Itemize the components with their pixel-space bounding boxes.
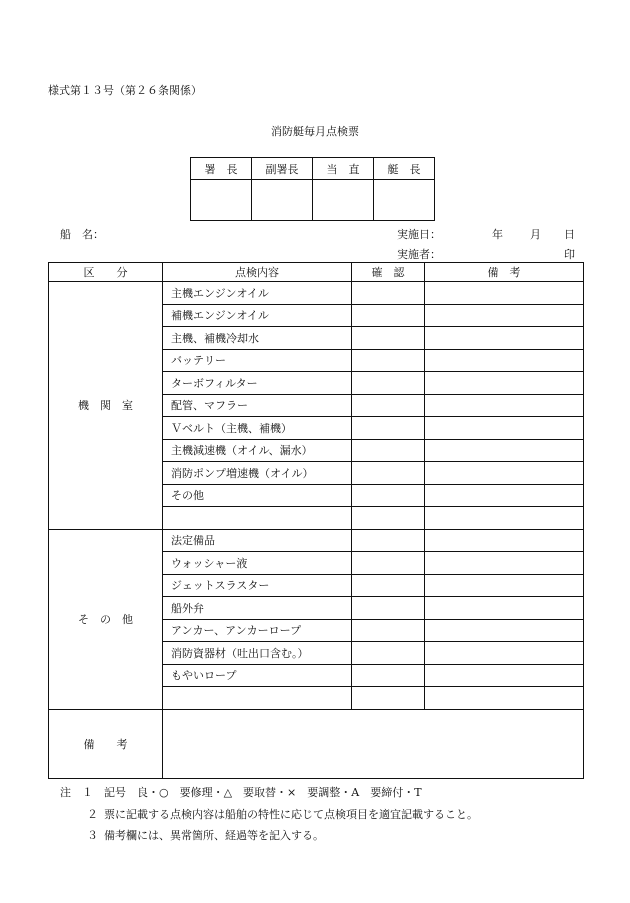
- implementer-label: 実施者：: [397, 248, 441, 261]
- note-text: 備考欄には、異常箇所、経過等を記入する。: [104, 829, 324, 842]
- approval-header-deputy: 副署長: [252, 158, 313, 180]
- header-content: 点検内容: [163, 263, 352, 282]
- note-line: [60, 784, 422, 800]
- date-month: 月: [530, 228, 541, 241]
- inspection-item: 船外弁: [163, 597, 352, 620]
- inspection-item: 主機エンジンオイル: [163, 282, 352, 305]
- date-year: 年: [492, 228, 503, 241]
- approval-stamp-chief[interactable]: [191, 180, 252, 221]
- approval-header-chief: 署 長: [191, 158, 252, 180]
- note-line: [60, 827, 324, 843]
- check-cell[interactable]: [352, 619, 425, 642]
- check-cell[interactable]: [352, 439, 425, 462]
- check-cell[interactable]: [352, 372, 425, 395]
- remarks-cell[interactable]: [425, 304, 584, 327]
- check-cell[interactable]: [352, 349, 425, 372]
- note-text: 票に記載する点検内容は船舶の特性に応じて点検項目を適宜記載すること。: [104, 808, 478, 821]
- remarks-cell[interactable]: [425, 687, 584, 710]
- check-cell[interactable]: [352, 664, 425, 687]
- table-row: [49, 529, 584, 552]
- remarks-cell[interactable]: [425, 574, 584, 597]
- inspection-item: ターボフィルター: [163, 372, 352, 395]
- note-marker: ３: [87, 829, 98, 842]
- remarks-field[interactable]: [163, 709, 584, 778]
- remarks-cell[interactable]: [425, 642, 584, 665]
- check-cell[interactable]: [352, 484, 425, 507]
- approval-stamp-duty[interactable]: [313, 180, 374, 221]
- approval-header-duty: 当 直: [313, 158, 374, 180]
- remarks-cell[interactable]: [425, 327, 584, 350]
- inspection-item: ジェットスラスター: [163, 574, 352, 597]
- inspection-item: 消防ポンプ増速機（オイル）: [163, 462, 352, 485]
- remarks-cell[interactable]: [425, 439, 584, 462]
- remarks-cell[interactable]: [425, 372, 584, 395]
- approval-stamp-table: [190, 157, 435, 221]
- inspection-item: ウォッシャー液: [163, 552, 352, 575]
- remarks-label: 備 考: [49, 709, 163, 778]
- ship-name-label: 船 名：: [60, 228, 104, 241]
- form-number: 様式第１３号（第２６条関係）: [48, 84, 202, 97]
- check-cell[interactable]: [352, 687, 425, 710]
- note-text: 記号 良・○ 要修理・△ 要取替・× 要調整・A 要締付・T: [104, 786, 422, 799]
- remarks-cell[interactable]: [425, 529, 584, 552]
- remarks-cell[interactable]: [425, 484, 584, 507]
- remarks-cell[interactable]: [425, 664, 584, 687]
- inspection-item: 主機、補機冷却水: [163, 327, 352, 350]
- inspection-item: 主機減速機（オイル、漏水）: [163, 439, 352, 462]
- date-label: 実施日：: [397, 228, 441, 241]
- category-other: そ の 他: [49, 529, 163, 709]
- ship-name-field[interactable]: [120, 226, 320, 240]
- inspection-item: 配管、マフラー: [163, 394, 352, 417]
- remarks-cell[interactable]: [425, 619, 584, 642]
- inspection-item: 法定備品: [163, 529, 352, 552]
- check-cell[interactable]: [352, 597, 425, 620]
- header-check: 確 認: [352, 263, 425, 282]
- check-cell[interactable]: [352, 282, 425, 305]
- approval-header-captain: 艇 長: [374, 158, 435, 180]
- inspection-table: [48, 262, 584, 779]
- inspection-item: Ｖベルト（主機、補機）: [163, 417, 352, 440]
- note-marker: 注 １: [60, 786, 93, 799]
- inspection-item: もやいロープ: [163, 664, 352, 687]
- remarks-cell[interactable]: [425, 349, 584, 372]
- note-line: [60, 806, 478, 822]
- approval-stamp-captain[interactable]: [374, 180, 435, 221]
- inspection-item: アンカー、アンカーロープ: [163, 619, 352, 642]
- category-engine-room: 機 関 室: [49, 282, 163, 530]
- inspection-item: 補機エンジンオイル: [163, 304, 352, 327]
- remarks-cell[interactable]: [425, 417, 584, 440]
- note-marker: ２: [87, 808, 98, 821]
- inspection-item: 消防資器材（吐出口含む。）: [163, 642, 352, 665]
- check-cell[interactable]: [352, 327, 425, 350]
- inspection-item: [163, 507, 352, 530]
- check-cell[interactable]: [352, 394, 425, 417]
- remarks-cell[interactable]: [425, 552, 584, 575]
- check-cell[interactable]: [352, 417, 425, 440]
- seal-mark: 印: [564, 248, 575, 261]
- header-remarks: 備 考: [425, 263, 584, 282]
- check-cell[interactable]: [352, 529, 425, 552]
- remarks-cell[interactable]: [425, 597, 584, 620]
- date-day: 日: [564, 228, 575, 241]
- inspection-item: [163, 687, 352, 710]
- check-cell[interactable]: [352, 462, 425, 485]
- remarks-cell[interactable]: [425, 507, 584, 530]
- table-row: [49, 282, 584, 305]
- remarks-cell[interactable]: [425, 462, 584, 485]
- remarks-cell[interactable]: [425, 282, 584, 305]
- check-cell[interactable]: [352, 574, 425, 597]
- check-cell[interactable]: [352, 507, 425, 530]
- page-title: 消防艇毎月点検票: [271, 125, 359, 138]
- inspection-item: バッテリー: [163, 349, 352, 372]
- approval-stamp-deputy[interactable]: [252, 180, 313, 221]
- check-cell[interactable]: [352, 552, 425, 575]
- header-category: 区 分: [49, 263, 163, 282]
- check-cell[interactable]: [352, 642, 425, 665]
- remarks-cell[interactable]: [425, 394, 584, 417]
- inspection-item: その他: [163, 484, 352, 507]
- check-cell[interactable]: [352, 304, 425, 327]
